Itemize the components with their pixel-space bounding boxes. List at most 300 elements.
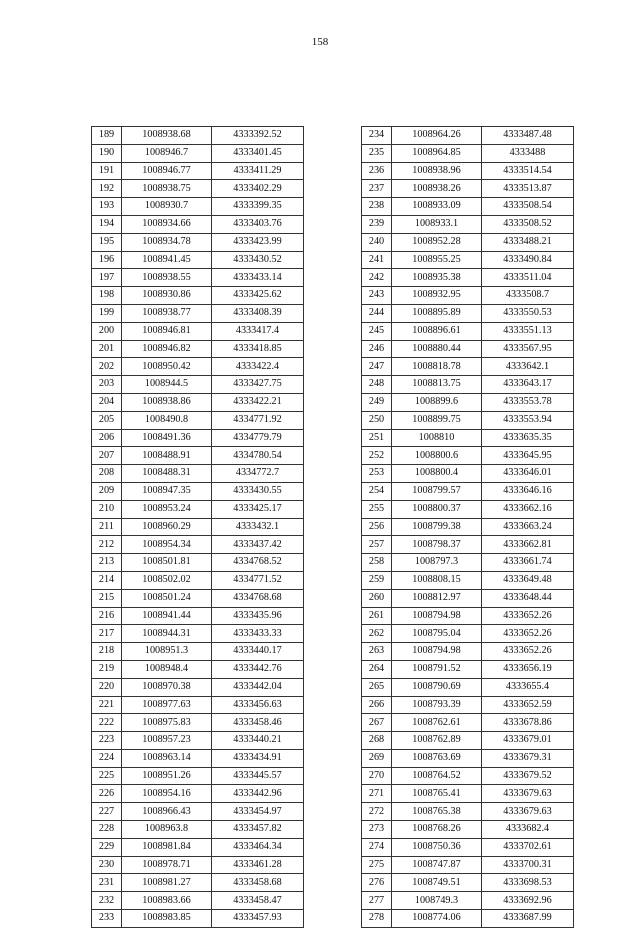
table-row [362, 696, 574, 714]
table-row [362, 198, 574, 216]
y-coordinate-cell: 4333551.13 [482, 322, 574, 340]
x-coordinate-cell: 1008750.36 [392, 838, 482, 856]
point-number-cell: 253 [362, 465, 392, 483]
y-coordinate-cell: 4333442.96 [212, 785, 304, 803]
y-coordinate-cell: 4333687.99 [482, 910, 574, 928]
table-row [362, 144, 574, 162]
y-coordinate-cell: 4334780.54 [212, 447, 304, 465]
point-number-cell: 230 [92, 856, 122, 874]
point-number-cell: 222 [92, 714, 122, 732]
x-coordinate-cell: 1008960.29 [122, 518, 212, 536]
point-number-cell: 259 [362, 571, 392, 589]
y-coordinate-cell: 4333487.48 [482, 127, 574, 145]
table-row [92, 393, 304, 411]
y-coordinate-cell: 4333402.29 [212, 180, 304, 198]
y-coordinate-cell: 4333433.14 [212, 269, 304, 287]
x-coordinate-cell: 1008930.7 [122, 198, 212, 216]
point-number-cell: 254 [362, 482, 392, 500]
y-coordinate-cell: 4333422.4 [212, 358, 304, 376]
table-row [362, 660, 574, 678]
y-coordinate-cell: 4333442.76 [212, 660, 304, 678]
y-coordinate-cell: 4333642.1 [482, 358, 574, 376]
point-number-cell: 195 [92, 233, 122, 251]
x-coordinate-cell: 1008951.3 [122, 643, 212, 661]
point-number-cell: 231 [92, 874, 122, 892]
x-coordinate-cell: 1008749.3 [392, 892, 482, 910]
x-coordinate-cell: 1008934.78 [122, 233, 212, 251]
point-number-cell: 226 [92, 785, 122, 803]
y-coordinate-cell: 4334768.68 [212, 589, 304, 607]
x-coordinate-cell: 1008818.78 [392, 358, 482, 376]
x-coordinate-cell: 1008944.31 [122, 625, 212, 643]
point-number-cell: 202 [92, 358, 122, 376]
point-number-cell: 238 [362, 198, 392, 216]
point-number-cell: 248 [362, 376, 392, 394]
point-number-cell: 199 [92, 304, 122, 322]
point-number-cell: 204 [92, 393, 122, 411]
point-number-cell: 191 [92, 162, 122, 180]
table-row [92, 198, 304, 216]
table-row [362, 180, 574, 198]
table-row [92, 749, 304, 767]
x-coordinate-cell: 1008938.86 [122, 393, 212, 411]
x-coordinate-cell: 1008501.24 [122, 589, 212, 607]
x-coordinate-cell: 1008797.3 [392, 554, 482, 572]
table-row [362, 589, 574, 607]
x-coordinate-cell: 1008934.66 [122, 215, 212, 233]
point-number-cell: 197 [92, 269, 122, 287]
point-number-cell: 229 [92, 838, 122, 856]
point-number-cell: 250 [362, 411, 392, 429]
y-coordinate-cell: 4333458.47 [212, 892, 304, 910]
point-number-cell: 232 [92, 892, 122, 910]
table-row [92, 589, 304, 607]
point-number-cell: 239 [362, 215, 392, 233]
y-coordinate-cell: 4333679.52 [482, 767, 574, 785]
y-coordinate-cell: 4333422.21 [212, 393, 304, 411]
y-coordinate-cell: 4333646.01 [482, 465, 574, 483]
point-number-cell: 266 [362, 696, 392, 714]
point-number-cell: 268 [362, 732, 392, 750]
x-coordinate-cell: 1008948.4 [122, 660, 212, 678]
x-coordinate-cell: 1008762.61 [392, 714, 482, 732]
point-number-cell: 241 [362, 251, 392, 269]
point-number-cell: 243 [362, 287, 392, 305]
y-coordinate-cell: 4333464.34 [212, 838, 304, 856]
point-number-cell: 247 [362, 358, 392, 376]
table-row [92, 429, 304, 447]
y-coordinate-cell: 4333392.52 [212, 127, 304, 145]
table-row [92, 714, 304, 732]
y-coordinate-cell: 4334772.7 [212, 465, 304, 483]
x-coordinate-cell: 1008795.04 [392, 625, 482, 643]
point-number-cell: 272 [362, 803, 392, 821]
x-coordinate-cell: 1008799.38 [392, 518, 482, 536]
table-row [92, 678, 304, 696]
y-coordinate-cell: 4333434.91 [212, 749, 304, 767]
y-coordinate-cell: 4333679.01 [482, 732, 574, 750]
y-coordinate-cell: 4333427.75 [212, 376, 304, 394]
point-number-cell: 206 [92, 429, 122, 447]
table-row [362, 393, 574, 411]
x-coordinate-cell: 1008955.25 [392, 251, 482, 269]
table-row [92, 607, 304, 625]
y-coordinate-cell: 4333652.26 [482, 643, 574, 661]
x-coordinate-cell: 1008790.69 [392, 678, 482, 696]
table-row [362, 554, 574, 572]
point-number-cell: 245 [362, 322, 392, 340]
x-coordinate-cell: 1008880.44 [392, 340, 482, 358]
x-coordinate-cell: 1008491.36 [122, 429, 212, 447]
table-row [362, 749, 574, 767]
x-coordinate-cell: 1008813.75 [392, 376, 482, 394]
x-coordinate-cell: 1008800.4 [392, 465, 482, 483]
point-number-cell: 194 [92, 215, 122, 233]
x-coordinate-cell: 1008981.84 [122, 838, 212, 856]
point-number-cell: 264 [362, 660, 392, 678]
table-row [362, 465, 574, 483]
y-coordinate-cell: 4334779.79 [212, 429, 304, 447]
y-coordinate-cell: 4333432.1 [212, 518, 304, 536]
table-row [92, 625, 304, 643]
y-coordinate-cell: 4333411.29 [212, 162, 304, 180]
y-coordinate-cell: 4333645.95 [482, 447, 574, 465]
x-coordinate-cell: 1008896.61 [392, 322, 482, 340]
point-number-cell: 274 [362, 838, 392, 856]
table-row [362, 732, 574, 750]
table-row [362, 233, 574, 251]
table-row [92, 518, 304, 536]
table-row [362, 162, 574, 180]
y-coordinate-cell: 4333440.17 [212, 643, 304, 661]
x-coordinate-cell: 1008762.89 [392, 732, 482, 750]
y-coordinate-cell: 4333648.44 [482, 589, 574, 607]
y-coordinate-cell: 4333652.26 [482, 625, 574, 643]
table-row [362, 536, 574, 554]
x-coordinate-cell: 1008791.52 [392, 660, 482, 678]
x-coordinate-cell: 1008794.98 [392, 643, 482, 661]
y-coordinate-cell: 4333646.16 [482, 482, 574, 500]
coordinates-table-right [361, 126, 574, 928]
x-coordinate-cell: 1008947.35 [122, 482, 212, 500]
y-coordinate-cell: 4333553.94 [482, 411, 574, 429]
table-row [362, 500, 574, 518]
table-row [92, 233, 304, 251]
x-coordinate-cell: 1008899.75 [392, 411, 482, 429]
point-number-cell: 242 [362, 269, 392, 287]
x-coordinate-cell: 1008799.57 [392, 482, 482, 500]
point-number-cell: 258 [362, 554, 392, 572]
x-coordinate-cell: 1008895.89 [392, 304, 482, 322]
point-number-cell: 256 [362, 518, 392, 536]
y-coordinate-cell: 4333454.97 [212, 803, 304, 821]
x-coordinate-cell: 1008763.69 [392, 749, 482, 767]
point-number-cell: 217 [92, 625, 122, 643]
table-row [362, 518, 574, 536]
table-row [362, 803, 574, 821]
x-coordinate-cell: 1008970.38 [122, 678, 212, 696]
x-coordinate-cell: 1008935.38 [392, 269, 482, 287]
y-coordinate-cell: 4333679.31 [482, 749, 574, 767]
table-row [92, 322, 304, 340]
x-coordinate-cell: 1008946.77 [122, 162, 212, 180]
point-number-cell: 215 [92, 589, 122, 607]
y-coordinate-cell: 4333655.4 [482, 678, 574, 696]
y-coordinate-cell: 4333679.63 [482, 803, 574, 821]
y-coordinate-cell: 4333488 [482, 144, 574, 162]
table-row [92, 821, 304, 839]
x-coordinate-cell: 1008964.85 [392, 144, 482, 162]
x-coordinate-cell: 1008975.83 [122, 714, 212, 732]
x-coordinate-cell: 1008938.77 [122, 304, 212, 322]
x-coordinate-cell: 1008800.37 [392, 500, 482, 518]
y-coordinate-cell: 4333702.61 [482, 838, 574, 856]
point-number-cell: 205 [92, 411, 122, 429]
table-row [92, 643, 304, 661]
y-coordinate-cell: 4333649.48 [482, 571, 574, 589]
x-coordinate-cell: 1008963.8 [122, 821, 212, 839]
table-row [362, 856, 574, 874]
point-number-cell: 203 [92, 376, 122, 394]
point-number-cell: 278 [362, 910, 392, 928]
table-row [362, 767, 574, 785]
point-number-cell: 260 [362, 589, 392, 607]
y-coordinate-cell: 4333652.26 [482, 607, 574, 625]
y-coordinate-cell: 4333458.46 [212, 714, 304, 732]
x-coordinate-cell: 1008794.98 [392, 607, 482, 625]
x-coordinate-cell: 1008800.6 [392, 447, 482, 465]
table-row [92, 144, 304, 162]
point-number-cell: 277 [362, 892, 392, 910]
table-row [362, 607, 574, 625]
x-coordinate-cell: 1008501.81 [122, 554, 212, 572]
table-row [92, 376, 304, 394]
point-number-cell: 200 [92, 322, 122, 340]
table-row [92, 465, 304, 483]
table-row [362, 714, 574, 732]
y-coordinate-cell: 4333445.57 [212, 767, 304, 785]
y-coordinate-cell: 4333511.04 [482, 269, 574, 287]
table-row [92, 660, 304, 678]
x-coordinate-cell: 1008938.75 [122, 180, 212, 198]
table-row [362, 127, 574, 145]
point-number-cell: 251 [362, 429, 392, 447]
point-number-cell: 275 [362, 856, 392, 874]
point-number-cell: 240 [362, 233, 392, 251]
x-coordinate-cell: 1008930.86 [122, 287, 212, 305]
point-number-cell: 252 [362, 447, 392, 465]
x-coordinate-cell: 1008810 [392, 429, 482, 447]
table-row [92, 767, 304, 785]
x-coordinate-cell: 1008938.26 [392, 180, 482, 198]
table-row [362, 821, 574, 839]
x-coordinate-cell: 1008983.85 [122, 910, 212, 928]
table-row [92, 785, 304, 803]
point-number-cell: 223 [92, 732, 122, 750]
point-number-cell: 246 [362, 340, 392, 358]
point-number-cell: 227 [92, 803, 122, 821]
y-coordinate-cell: 4333692.96 [482, 892, 574, 910]
point-number-cell: 261 [362, 607, 392, 625]
point-number-cell: 214 [92, 571, 122, 589]
y-coordinate-cell: 4333425.17 [212, 500, 304, 518]
point-number-cell: 193 [92, 198, 122, 216]
table-row [362, 625, 574, 643]
point-number-cell: 207 [92, 447, 122, 465]
x-coordinate-cell: 1008933.1 [392, 215, 482, 233]
y-coordinate-cell: 4333550.53 [482, 304, 574, 322]
x-coordinate-cell: 1008946.82 [122, 340, 212, 358]
y-coordinate-cell: 4333418.85 [212, 340, 304, 358]
y-coordinate-cell: 4333662.16 [482, 500, 574, 518]
table-row [362, 269, 574, 287]
x-coordinate-cell: 1008946.7 [122, 144, 212, 162]
point-number-cell: 270 [362, 767, 392, 785]
table-row [362, 376, 574, 394]
y-coordinate-cell: 4333508.54 [482, 198, 574, 216]
point-number-cell: 213 [92, 554, 122, 572]
point-number-cell: 235 [362, 144, 392, 162]
point-number-cell: 192 [92, 180, 122, 198]
point-number-cell: 216 [92, 607, 122, 625]
point-number-cell: 196 [92, 251, 122, 269]
table-row [92, 838, 304, 856]
y-coordinate-cell: 4333488.21 [482, 233, 574, 251]
x-coordinate-cell: 1008978.71 [122, 856, 212, 874]
x-coordinate-cell: 1008941.45 [122, 251, 212, 269]
point-number-cell: 257 [362, 536, 392, 554]
y-coordinate-cell: 4333435.96 [212, 607, 304, 625]
table-row [362, 304, 574, 322]
y-coordinate-cell: 4333461.28 [212, 856, 304, 874]
table-row [92, 180, 304, 198]
point-number-cell: 212 [92, 536, 122, 554]
point-number-cell: 228 [92, 821, 122, 839]
y-coordinate-cell: 4333661.74 [482, 554, 574, 572]
point-number-cell: 211 [92, 518, 122, 536]
table-row [92, 304, 304, 322]
x-coordinate-cell: 1008490.8 [122, 411, 212, 429]
y-coordinate-cell: 4333643.17 [482, 376, 574, 394]
table-row [362, 874, 574, 892]
y-coordinate-cell: 4333682.4 [482, 821, 574, 839]
y-coordinate-cell: 4333656.19 [482, 660, 574, 678]
point-number-cell: 262 [362, 625, 392, 643]
table-row [362, 785, 574, 803]
x-coordinate-cell: 1008768.26 [392, 821, 482, 839]
point-number-cell: 218 [92, 643, 122, 661]
table-row [362, 838, 574, 856]
point-number-cell: 221 [92, 696, 122, 714]
y-coordinate-cell: 4334771.52 [212, 571, 304, 589]
point-number-cell: 233 [92, 910, 122, 928]
x-coordinate-cell: 1008981.27 [122, 874, 212, 892]
y-coordinate-cell: 4333635.35 [482, 429, 574, 447]
point-number-cell: 255 [362, 500, 392, 518]
y-coordinate-cell: 4333456.63 [212, 696, 304, 714]
table-row [92, 162, 304, 180]
point-number-cell: 201 [92, 340, 122, 358]
y-coordinate-cell: 4333514.54 [482, 162, 574, 180]
y-coordinate-cell: 4333663.24 [482, 518, 574, 536]
y-coordinate-cell: 4333458.68 [212, 874, 304, 892]
x-coordinate-cell: 1008764.52 [392, 767, 482, 785]
table-row [92, 215, 304, 233]
table-row [92, 856, 304, 874]
table-row [92, 251, 304, 269]
x-coordinate-cell: 1008932.95 [392, 287, 482, 305]
point-number-cell: 224 [92, 749, 122, 767]
table-row [362, 215, 574, 233]
y-coordinate-cell: 4333433.33 [212, 625, 304, 643]
table-row [92, 500, 304, 518]
x-coordinate-cell: 1008798.37 [392, 536, 482, 554]
table-row [362, 251, 574, 269]
point-number-cell: 220 [92, 678, 122, 696]
table-row [362, 892, 574, 910]
y-coordinate-cell: 4333440.21 [212, 732, 304, 750]
x-coordinate-cell: 1008957.23 [122, 732, 212, 750]
y-coordinate-cell: 4333430.52 [212, 251, 304, 269]
x-coordinate-cell: 1008938.55 [122, 269, 212, 287]
point-number-cell: 265 [362, 678, 392, 696]
x-coordinate-cell: 1008747.87 [392, 856, 482, 874]
y-coordinate-cell: 4333662.81 [482, 536, 574, 554]
y-coordinate-cell: 4334771.92 [212, 411, 304, 429]
table-row [362, 447, 574, 465]
point-number-cell: 234 [362, 127, 392, 145]
table-row [92, 411, 304, 429]
x-coordinate-cell: 1008765.38 [392, 803, 482, 821]
point-number-cell: 209 [92, 482, 122, 500]
x-coordinate-cell: 1008964.26 [392, 127, 482, 145]
table-row [92, 287, 304, 305]
table-row [92, 732, 304, 750]
table-row [362, 429, 574, 447]
x-coordinate-cell: 1008765.41 [392, 785, 482, 803]
x-coordinate-cell: 1008944.5 [122, 376, 212, 394]
x-coordinate-cell: 1008941.44 [122, 607, 212, 625]
coordinates-table-left [91, 126, 304, 928]
table-row [362, 571, 574, 589]
x-coordinate-cell: 1008952.28 [392, 233, 482, 251]
y-coordinate-cell: 4333457.93 [212, 910, 304, 928]
table-row [362, 678, 574, 696]
table-row [362, 287, 574, 305]
x-coordinate-cell: 1008963.14 [122, 749, 212, 767]
y-coordinate-cell: 4333513.87 [482, 180, 574, 198]
x-coordinate-cell: 1008899.6 [392, 393, 482, 411]
table-row [362, 482, 574, 500]
y-coordinate-cell: 4333698.53 [482, 874, 574, 892]
y-coordinate-cell: 4333508.52 [482, 215, 574, 233]
x-coordinate-cell: 1008488.31 [122, 465, 212, 483]
x-coordinate-cell: 1008933.09 [392, 198, 482, 216]
point-number-cell: 269 [362, 749, 392, 767]
table-row [92, 358, 304, 376]
y-coordinate-cell: 4333652.59 [482, 696, 574, 714]
point-number-cell: 189 [92, 127, 122, 145]
table-row [92, 482, 304, 500]
table-row [362, 910, 574, 928]
table-row [92, 910, 304, 928]
x-coordinate-cell: 1008983.66 [122, 892, 212, 910]
x-coordinate-cell: 1008950.42 [122, 358, 212, 376]
x-coordinate-cell: 1008502.02 [122, 571, 212, 589]
point-number-cell: 236 [362, 162, 392, 180]
point-number-cell: 249 [362, 393, 392, 411]
point-number-cell: 208 [92, 465, 122, 483]
